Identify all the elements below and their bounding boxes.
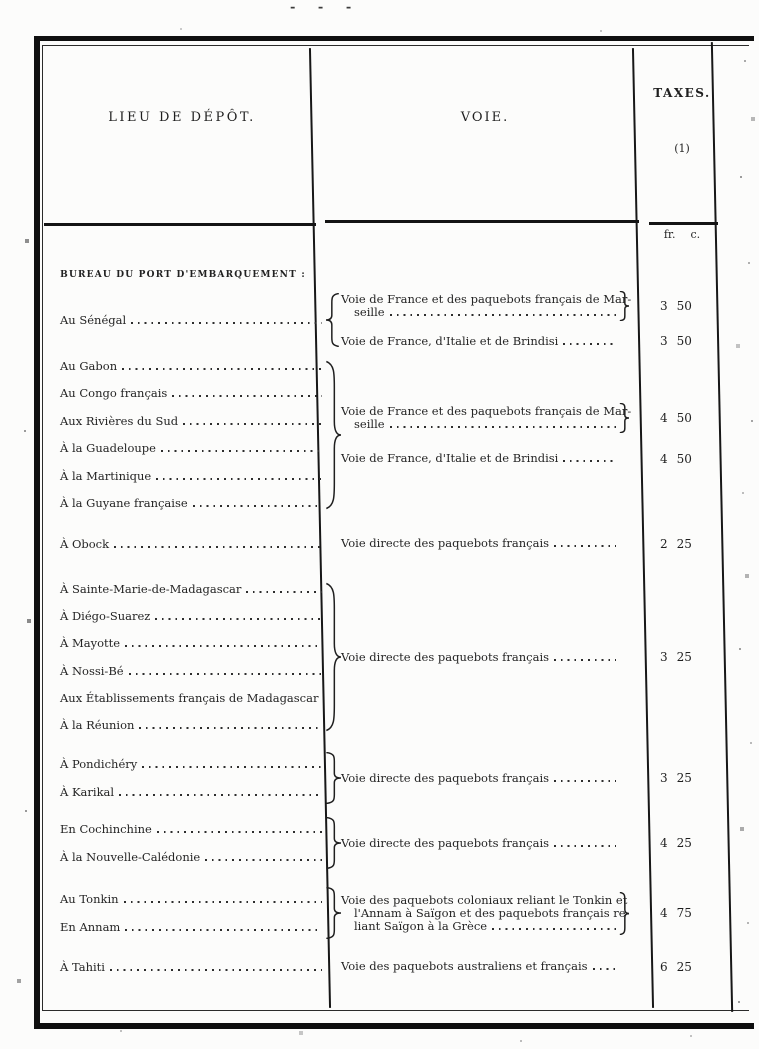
places-column xyxy=(60,885,325,941)
places-group-brace-icon xyxy=(325,887,341,939)
leader-dots xyxy=(193,505,322,507)
route-brace-zone xyxy=(619,291,630,321)
route-text xyxy=(341,892,630,933)
tax-value-centimes: 75 xyxy=(676,906,692,920)
routes-column xyxy=(341,885,722,941)
header-rule-lieu xyxy=(44,223,316,226)
route-line-text: Voie des paquebots australiens et français xyxy=(341,959,588,973)
places-column xyxy=(60,952,325,981)
tax-value-centimes: 25 xyxy=(676,836,692,850)
route-line-text: Voie de France, d'Italie et de Brindisi xyxy=(341,451,559,465)
route-line-text: seille xyxy=(354,416,385,431)
leader-dots xyxy=(183,423,322,425)
route-text xyxy=(341,292,632,319)
tax-value-centimes: 25 xyxy=(676,771,692,785)
route-line xyxy=(341,403,632,418)
leader-dots xyxy=(246,591,322,593)
route-line-text: seille xyxy=(354,305,385,319)
route-line xyxy=(341,335,619,348)
place-label: À la Guadeloupe xyxy=(60,441,156,456)
route-line xyxy=(341,837,619,850)
scan-noise xyxy=(0,0,2,2)
place-label: À Karikal xyxy=(60,785,115,799)
routes-column xyxy=(341,815,722,871)
tax-value-francs: 3 xyxy=(660,299,668,313)
tax-cell xyxy=(630,537,722,551)
unit-centimes-label: c. xyxy=(690,228,701,241)
tariff-group xyxy=(60,952,722,981)
place-label: Aux Établissements français de Madagascar xyxy=(60,690,319,705)
tariff-group xyxy=(60,885,722,941)
place-label: En Cochinchine xyxy=(60,822,152,836)
route-line xyxy=(341,418,619,431)
route-wrap-brace-icon xyxy=(619,892,629,935)
place-row xyxy=(60,850,325,864)
route-text xyxy=(341,335,619,348)
route-line xyxy=(341,537,619,550)
brace-zone xyxy=(325,575,341,739)
place-row xyxy=(60,691,325,705)
route-row xyxy=(341,835,722,851)
place-label: À Nossi-Bé xyxy=(60,663,124,678)
place-label: À Obock xyxy=(60,536,110,551)
unit-francs-label: fr. xyxy=(663,228,676,241)
leader-dots xyxy=(205,859,322,861)
places-column xyxy=(60,527,325,560)
leader-dots xyxy=(593,968,616,970)
route-line xyxy=(341,306,619,319)
leader-dots xyxy=(131,322,322,324)
tax-value-francs: 3 xyxy=(660,650,668,664)
place-row xyxy=(60,582,325,596)
place-label: Aux Rivières du Sud xyxy=(60,413,179,428)
tax-cell xyxy=(630,960,722,974)
routes-column xyxy=(341,527,722,560)
route-brace-zone xyxy=(619,403,630,433)
place-row xyxy=(60,960,325,974)
tax-cell xyxy=(630,906,722,920)
places-column xyxy=(60,575,325,739)
tariff-group xyxy=(60,575,722,739)
route-line-text: l'Annam à Saïgon et des paquebots français re- xyxy=(354,905,630,920)
leader-dots xyxy=(554,780,616,782)
tariff-group xyxy=(60,288,722,352)
place-row xyxy=(60,537,325,551)
route-line-text: liant Saïgon à la Grèce xyxy=(354,918,488,933)
header-cell-lieu: LIEU DE DÉPÔT. xyxy=(108,110,256,125)
leader-dots xyxy=(554,845,616,847)
route-line xyxy=(341,651,619,664)
header-cell-voie: VOIE. xyxy=(460,110,510,125)
leader-dots xyxy=(563,460,616,462)
top-dash-marks: - - - xyxy=(290,0,361,15)
section-heading: BUREAU DU PORT D'EMBARQUEMENT : xyxy=(60,270,306,280)
place-row xyxy=(60,822,325,836)
route-row xyxy=(341,403,722,433)
leader-dots xyxy=(554,659,616,661)
routes-column xyxy=(341,288,722,352)
tax-cell xyxy=(630,334,722,348)
tax-value-francs: 3 xyxy=(660,771,668,785)
places-group-brace-icon xyxy=(325,582,341,732)
place-row xyxy=(60,441,325,455)
tax-value-centimes: 50 xyxy=(676,451,692,466)
leader-dots xyxy=(155,618,322,620)
places-group-brace-icon xyxy=(325,752,341,804)
routes-group-brace-icon xyxy=(326,293,340,347)
route-line-text: Voie des paquebots coloniaux reliant le Tonkin et xyxy=(341,892,628,907)
tax-cell xyxy=(630,650,722,664)
tax-value-centimes: 25 xyxy=(676,650,692,664)
route-row xyxy=(341,451,722,467)
brace-zone xyxy=(325,527,341,560)
leader-dots xyxy=(119,794,322,796)
tariff-group xyxy=(60,352,722,517)
place-row xyxy=(60,757,325,771)
route-line-text: Voie directe des paquebots français xyxy=(341,835,550,850)
leader-dots xyxy=(157,831,322,833)
tax-cell xyxy=(630,411,722,425)
header-rule-voie xyxy=(325,220,639,223)
place-label: Au Congo français xyxy=(60,386,168,401)
route-line-text: Voie de France et des paquebots français de Mar- xyxy=(341,292,632,306)
place-label: À Sainte-Marie-de-Madagascar xyxy=(60,581,242,596)
tax-value-francs: 3 xyxy=(660,334,668,348)
places-column xyxy=(60,815,325,871)
leader-dots xyxy=(156,478,322,480)
leader-dots xyxy=(492,928,616,930)
place-label: À Pondichéry xyxy=(60,757,138,771)
route-row xyxy=(341,770,722,786)
routes-column xyxy=(341,575,722,739)
place-row xyxy=(60,718,325,732)
place-row xyxy=(60,359,325,373)
leader-dots xyxy=(172,395,322,397)
tax-value-francs: 6 xyxy=(660,959,668,974)
place-row xyxy=(60,414,325,428)
place-row xyxy=(60,609,325,623)
header-cell-taxes: TAXES. xyxy=(653,86,711,100)
place-label: À la Martinique xyxy=(60,468,152,483)
brace-zone xyxy=(325,885,341,941)
route-row xyxy=(341,536,722,552)
taxes-footnote-ref: (1) xyxy=(674,142,690,155)
place-label: À la Guyane française xyxy=(60,496,188,511)
route-brace-zone xyxy=(619,892,630,935)
places-group-brace-icon xyxy=(325,360,341,510)
place-label: À la Nouvelle-Calédonie xyxy=(60,850,201,864)
route-text xyxy=(341,651,619,664)
route-row xyxy=(341,291,722,321)
route-line-text: Voie de France, d'Italie et de Brindisi xyxy=(341,333,559,348)
places-column xyxy=(60,288,325,352)
tax-value-francs: 2 xyxy=(660,536,668,551)
route-row xyxy=(341,892,722,935)
tariff-group xyxy=(60,815,722,871)
route-row xyxy=(341,959,722,975)
route-text xyxy=(341,403,632,431)
leader-dots xyxy=(390,426,616,428)
tax-value-centimes: 25 xyxy=(676,959,692,974)
leader-dots xyxy=(125,929,322,931)
place-label: Au Tonkin xyxy=(60,892,119,906)
route-row xyxy=(341,649,722,665)
place-label: Au Gabon xyxy=(60,358,118,373)
tax-value-francs: 4 xyxy=(660,906,668,920)
leader-dots xyxy=(122,368,322,370)
place-row xyxy=(60,664,325,678)
tax-value-centimes: 50 xyxy=(676,334,692,348)
leader-dots xyxy=(161,450,322,452)
leader-dots xyxy=(142,766,322,768)
place-label: Au Sénégal xyxy=(60,313,127,327)
tax-cell xyxy=(630,836,722,850)
route-wrap-brace-icon xyxy=(619,403,629,433)
tax-cell xyxy=(630,771,722,785)
route-text xyxy=(341,772,619,785)
places-column xyxy=(60,750,325,806)
leader-dots xyxy=(554,545,616,547)
tax-value-centimes: 50 xyxy=(676,410,692,425)
route-line xyxy=(341,892,628,907)
brace-zone xyxy=(325,750,341,806)
leader-dots xyxy=(139,727,322,729)
route-text xyxy=(341,837,619,850)
routes-column xyxy=(341,352,722,517)
leader-dots xyxy=(124,901,322,903)
tariff-group xyxy=(60,750,722,806)
tax-value-francs: 4 xyxy=(660,410,668,425)
tariff-group xyxy=(60,527,722,560)
place-row xyxy=(60,313,325,327)
leader-dots xyxy=(110,969,322,971)
route-line xyxy=(341,905,630,920)
route-line-text: Voie directe des paquebots français xyxy=(341,770,550,785)
route-wrap-brace-icon xyxy=(619,291,629,321)
route-line-text: Voie directe des paquebots français xyxy=(341,649,550,664)
leader-dots xyxy=(129,673,322,675)
tax-value-centimes: 50 xyxy=(676,299,692,313)
tax-value-centimes: 25 xyxy=(676,536,692,551)
tax-cell xyxy=(630,452,722,466)
header-rule-taxes xyxy=(649,222,718,225)
route-line xyxy=(341,920,619,933)
route-text xyxy=(341,537,619,550)
tax-cell xyxy=(630,299,722,313)
routes-column xyxy=(341,750,722,806)
brace-zone xyxy=(325,288,341,352)
route-text xyxy=(341,960,619,973)
route-line xyxy=(341,960,619,973)
leader-dots xyxy=(390,314,616,316)
routes-column xyxy=(341,952,722,981)
leader-dots xyxy=(125,645,322,647)
brace-zone xyxy=(325,815,341,871)
tax-value-francs: 4 xyxy=(660,451,668,466)
place-row xyxy=(60,892,325,906)
route-line xyxy=(341,772,619,785)
place-row xyxy=(60,386,325,400)
tax-value-francs: 4 xyxy=(660,836,668,850)
places-column xyxy=(60,352,325,517)
place-label: À Tahiti xyxy=(60,959,105,974)
place-label: À Mayotte xyxy=(60,636,121,651)
place-label: À Diégo-Suarez xyxy=(60,608,151,623)
leader-dots xyxy=(114,546,322,548)
route-line-text: Voie directe des paquebots français xyxy=(341,536,550,550)
place-label: À la Réunion xyxy=(60,718,135,733)
brace-zone xyxy=(325,952,341,981)
route-text xyxy=(341,452,619,465)
place-row xyxy=(60,636,325,650)
places-group-brace-icon xyxy=(325,817,341,869)
place-row xyxy=(60,469,325,483)
place-row xyxy=(60,920,325,934)
route-line-text: Voie de France et des paquebots français de Mar- xyxy=(341,403,632,418)
place-row xyxy=(60,785,325,799)
place-label: En Annam xyxy=(60,920,121,934)
brace-zone xyxy=(325,352,341,517)
route-row xyxy=(341,333,722,349)
route-line xyxy=(341,452,619,465)
place-row xyxy=(60,496,325,510)
taxes-units-row xyxy=(646,228,718,241)
leader-dots xyxy=(563,343,616,345)
